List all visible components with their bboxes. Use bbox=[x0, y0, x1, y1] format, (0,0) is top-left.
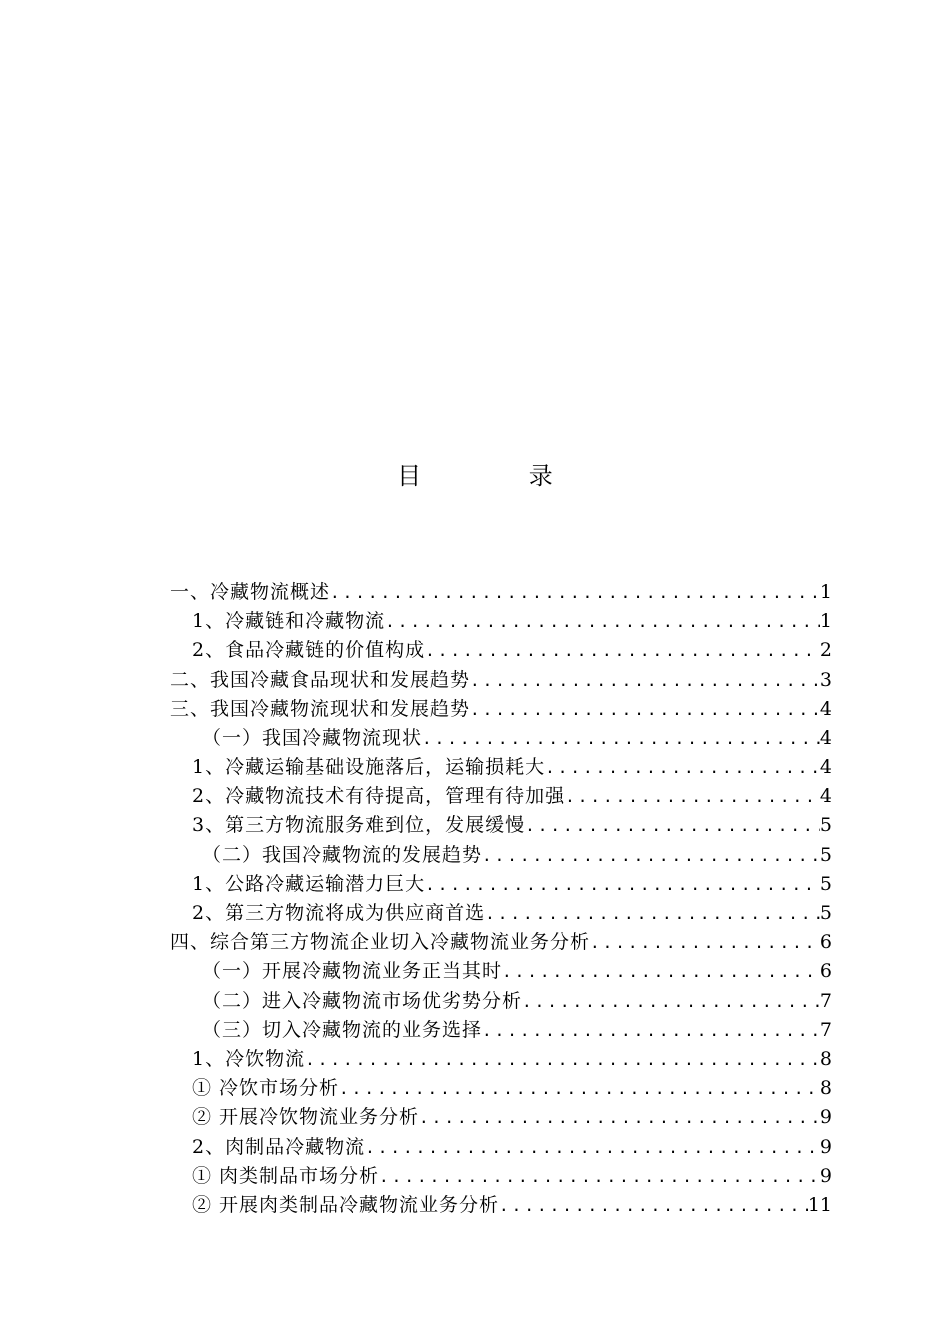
toc-entry[interactable] bbox=[170, 695, 832, 724]
toc-entry-label: （一）我国冷藏物流现状 bbox=[202, 726, 423, 749]
toc-entry-page: 11 bbox=[807, 1193, 832, 1216]
toc-leader-dots bbox=[425, 870, 820, 899]
toc-leader-dots bbox=[565, 782, 820, 811]
toc-entry-page: 9 bbox=[819, 1164, 832, 1187]
page-title: 目 录 bbox=[397, 462, 603, 490]
toc-entry-page: 5 bbox=[819, 872, 832, 895]
toc-entry-page: 9 bbox=[819, 1135, 832, 1158]
toc-entry[interactable] bbox=[170, 724, 832, 753]
toc-entry-page: 4 bbox=[819, 756, 832, 779]
toc-leader-dots bbox=[545, 753, 820, 782]
toc-entry[interactable] bbox=[170, 753, 832, 782]
toc-entry[interactable] bbox=[170, 1074, 832, 1103]
toc-leader-dots bbox=[502, 957, 820, 986]
toc-entry-label: 2、第三方物流将成为供应商首选 bbox=[192, 902, 486, 925]
toc-entry[interactable] bbox=[170, 607, 832, 636]
toc-entry-label: 3、第三方物流服务难到位，发展缓慢 bbox=[192, 814, 526, 837]
toc-leader-dots bbox=[525, 812, 820, 841]
toc-leader-dots bbox=[482, 841, 820, 870]
table-of-contents bbox=[170, 578, 832, 1220]
toc-entry[interactable] bbox=[170, 987, 832, 1016]
toc-entry-page: 2 bbox=[819, 639, 832, 662]
toc-entry-label: （三）切入冷藏物流的业务选择 bbox=[202, 1018, 483, 1041]
toc-leader-dots bbox=[379, 1162, 820, 1191]
toc-leader-dots bbox=[385, 607, 820, 636]
toc-entry[interactable] bbox=[170, 578, 832, 607]
toc-entry-label: 2、冷藏物流技术有待提高，管理有待加强 bbox=[192, 785, 566, 808]
toc-entry-label: （二）进入冷藏物流市场优劣势分析 bbox=[202, 989, 523, 1012]
toc-leader-dots bbox=[330, 578, 820, 607]
toc-leader-dots bbox=[590, 928, 820, 957]
toc-entry[interactable] bbox=[170, 1045, 832, 1074]
toc-leader-dots bbox=[422, 724, 820, 753]
toc-entry[interactable] bbox=[170, 1162, 832, 1191]
toc-entry[interactable] bbox=[170, 1191, 832, 1220]
toc-entry-page: 6 bbox=[819, 931, 832, 954]
toc-entry-label: ① 肉类制品市场分析 bbox=[192, 1164, 380, 1187]
toc-leader-dots bbox=[522, 987, 820, 1016]
toc-entry-label: 2、肉制品冷藏物流 bbox=[192, 1135, 366, 1158]
toc-entry[interactable] bbox=[170, 1016, 832, 1045]
toc-entry-page: 3 bbox=[819, 668, 832, 691]
toc-entry-page: 7 bbox=[819, 989, 832, 1012]
toc-leader-dots bbox=[425, 636, 820, 665]
toc-entry-label: 三、我国冷藏物流现状和发展趋势 bbox=[170, 697, 471, 720]
toc-entry[interactable] bbox=[170, 957, 832, 986]
toc-entry-label: 1、冷藏运输基础设施落后，运输损耗大 bbox=[192, 756, 546, 779]
toc-entry[interactable] bbox=[170, 899, 832, 928]
toc-leader-dots bbox=[365, 1133, 820, 1162]
toc-entry-page: 4 bbox=[819, 697, 832, 720]
toc-entry-label: ② 开展冷饮物流业务分析 bbox=[192, 1106, 420, 1129]
toc-entry-page: 6 bbox=[819, 960, 832, 983]
toc-entry-label: 1、冷饮物流 bbox=[192, 1047, 306, 1070]
toc-entry[interactable] bbox=[170, 1103, 832, 1132]
toc-leader-dots bbox=[470, 695, 820, 724]
toc-leader-dots bbox=[305, 1045, 820, 1074]
toc-entry-page: 5 bbox=[819, 843, 832, 866]
toc-entry[interactable] bbox=[170, 812, 832, 841]
toc-entry-page: 1 bbox=[819, 580, 832, 603]
toc-entry-label: ② 开展肉类制品冷藏物流业务分析 bbox=[192, 1193, 500, 1216]
toc-entry-label: 1、公路冷藏运输潜力巨大 bbox=[192, 872, 426, 895]
toc-entry[interactable] bbox=[170, 636, 832, 665]
toc-entry-label: 一、冷藏物流概述 bbox=[170, 580, 331, 603]
toc-entry[interactable] bbox=[170, 841, 832, 870]
toc-entry-label: 四、综合第三方物流企业切入冷藏物流业务分析 bbox=[170, 931, 591, 954]
toc-entry-page: 7 bbox=[819, 1018, 832, 1041]
toc-leader-dots bbox=[419, 1103, 820, 1132]
toc-entry[interactable] bbox=[170, 1133, 832, 1162]
toc-entry-page: 4 bbox=[819, 785, 832, 808]
toc-entry-label: （一）开展冷藏物流业务正当其时 bbox=[202, 960, 503, 983]
toc-entry[interactable] bbox=[170, 870, 832, 899]
toc-entry[interactable] bbox=[170, 782, 832, 811]
toc-leader-dots bbox=[482, 1016, 820, 1045]
toc-leader-dots bbox=[485, 899, 820, 928]
toc-entry-label: 二、我国冷藏食品现状和发展趋势 bbox=[170, 668, 471, 691]
toc-entry-page: 5 bbox=[819, 902, 832, 925]
toc-entry-page: 9 bbox=[819, 1106, 832, 1129]
toc-entry-page: 8 bbox=[819, 1077, 832, 1100]
toc-entry-label: ① 冷饮市场分析 bbox=[192, 1077, 340, 1100]
toc-entry[interactable] bbox=[170, 666, 832, 695]
toc-entry-label: （二）我国冷藏物流的发展趋势 bbox=[202, 843, 483, 866]
toc-leader-dots bbox=[470, 666, 820, 695]
toc-entry-page: 1 bbox=[819, 610, 832, 633]
toc-entry-page: 8 bbox=[819, 1047, 832, 1070]
toc-entry-page: 5 bbox=[819, 814, 832, 837]
toc-entry-page: 4 bbox=[819, 726, 832, 749]
toc-entry-label: 1、冷藏链和冷藏物流 bbox=[192, 610, 386, 633]
toc-leader-dots bbox=[499, 1191, 808, 1220]
toc-entry[interactable] bbox=[170, 928, 832, 957]
toc-leader-dots bbox=[339, 1074, 820, 1103]
toc-entry-label: 2、食品冷藏链的价值构成 bbox=[192, 639, 426, 662]
